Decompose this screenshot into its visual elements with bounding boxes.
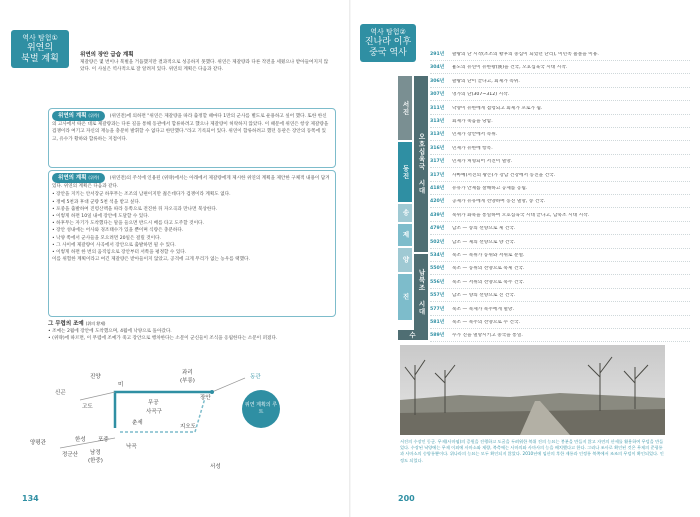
box1-body: 제갈량은 몇 번이나 북벌을 거듭했지만 결과적으로 성공하지 못했다. 위연은 제갈량과 다른 작전을 세웠으나 받아들여지지 않았다. 이 사실은 역사적으로 잘 알려져 있다. 위연의 계획은 다음과 같다.	[80, 60, 329, 73]
map-label-jeonggunsan: 정군산	[62, 452, 78, 458]
era-bar-yang: 양	[398, 248, 412, 272]
timeline-event: 회제가 죽음을 당함.	[452, 119, 493, 124]
era-bar-dongjin: 동진	[398, 142, 412, 202]
era-bar-song: 송	[398, 204, 412, 222]
map-label-pojung: 포중	[98, 437, 109, 443]
section-tag-line1: 역사 탐험②	[370, 28, 406, 36]
map-label-jiodo: 지오도	[180, 424, 196, 430]
timeline-year: 420년	[430, 199, 445, 205]
timeline-event: 흉노의 유연이 유한왕(漢)을 건국, 오호십육국 시대 시작.	[452, 65, 568, 71]
timeline-row	[430, 63, 690, 74]
map-label-seoseong: 서성	[210, 464, 221, 470]
map-label-mi: 미	[118, 382, 124, 388]
timeline-event: 민제가 유한에 항복.	[452, 145, 493, 151]
timeline-row	[430, 157, 690, 168]
box3-closing: 이를 위험한 계획이라고 여긴 제갈량은 받아들이지 않았고, 공격에 크게 무리가 없는 농우를 택했다.	[52, 257, 250, 263]
timeline-year: 557년	[430, 293, 445, 299]
timeline-year: 418년	[430, 186, 445, 191]
timeline-event: 북조 — 북위가 동위와 서위로 분열.	[452, 253, 525, 258]
timeline-row	[430, 305, 690, 316]
timeline-row	[430, 251, 690, 262]
bullet-item: • 포중을 출발하여 진령산맥을 따라 동쪽으로 전진한 뒤 자오곡과 만나면 북상한다.	[52, 206, 218, 212]
box3-pill-label: 위연의 계획	[58, 175, 87, 181]
map-routes	[20, 360, 330, 495]
timeline-year: 291년	[430, 52, 445, 57]
box-joye	[48, 320, 332, 343]
timeline-year: 317년	[430, 159, 445, 165]
section-tag-right	[360, 24, 416, 62]
timeline-year: 316년	[430, 145, 445, 151]
timeline-event: 팔왕의 난 시작(조조의 황후의 중심이 되었던 난리), 이민족 흉볼을 이용.	[452, 52, 599, 57]
timeline-row	[430, 291, 690, 302]
timeline-event: 민제가 장안에서 즉위.	[452, 132, 498, 138]
page-number-left: 134	[22, 494, 39, 503]
timeline-year: 313년	[430, 119, 445, 124]
timeline-row	[430, 318, 690, 329]
box4-title-text: 그 무렵의 조예	[48, 321, 84, 327]
timeline-year: 313년	[430, 132, 445, 138]
box4-title	[48, 320, 332, 328]
era-bar-je: 제	[398, 224, 412, 246]
map-label-donggwan: 동관	[250, 374, 261, 380]
box2-pill	[52, 111, 105, 121]
timeline-year: 556년	[430, 279, 445, 285]
era-bar-su: 수	[398, 330, 428, 340]
timeline-year: 311년	[430, 105, 445, 111]
timeline-row	[430, 238, 690, 249]
timeline-event: 북조 — 북주의 선양으로 수 건국.	[452, 320, 520, 325]
bullet-item: • 정예 5천과 후대 군량 5천 석을 받고 싶다.	[52, 199, 141, 205]
timeline-event: 공제가 유유에게 선양하여 동진 멸망, 송 건국.	[452, 199, 546, 205]
map-label-mugong: 무공	[148, 400, 159, 406]
bullet-item: • 하후무는 자기가 도착했다는 말을 들으면 반드시 배를 타고 도주할 것이다.	[52, 221, 204, 227]
map-label-hanseong: 한성	[75, 437, 86, 443]
timeline-year: 317년	[430, 172, 445, 178]
timeline-event: 남조 — 제의 선양으로 양 건국.	[452, 239, 516, 245]
timeline-event: 북조 — 동위의 선양으로 북제 건국.	[452, 266, 525, 272]
section-tag-line3: 북벌 계획	[21, 54, 59, 64]
box1-title: 위연의 장안 급습 계획	[80, 52, 134, 58]
section-tag-line1: 역사 탐험①	[22, 34, 58, 42]
box4-title-sub: (위의 황제)	[85, 321, 106, 326]
timeline-row	[430, 117, 690, 128]
timeline-row	[430, 144, 690, 155]
box3-intro: (위연전)의 주석에 인용된 (위략)에서는 아래에서 제갈량에게 제시한 위연의 계획을 제안한 구체적 내용이 담겨 있다. 위연의 계획은 다음과 같다.	[52, 176, 330, 190]
timeline-event: 북조 — 서위의 선양으로 북주 건국.	[452, 279, 525, 285]
section-tag-line2: 진나라 이후	[364, 37, 412, 47]
map-label-jangan: 장안	[200, 395, 211, 401]
map-label-namjeong: 남정	[90, 450, 101, 456]
timeline-row	[430, 77, 690, 88]
landscape-photo	[400, 345, 665, 435]
route-line-main	[115, 392, 212, 428]
box-wiyeon-plan-2	[52, 173, 330, 263]
section-tag-line2: 위연의	[26, 43, 54, 53]
timeline-event: 사마예(서진의 왕손)가 강남 건강에서 동진을 건국.	[452, 172, 556, 178]
timeline-event: 남조 — 양의 선양으로 진 건국.	[452, 293, 516, 299]
era-bar-ohoshipyukguk: 오호십육국 시대	[414, 76, 428, 252]
timeline-event: 영가의 난(307~312) 시작.	[452, 92, 510, 98]
bullet-item: • 장안 성내에는 어사와 경조태수가 있을 뿐이며 식량은 충분하다.	[52, 228, 184, 234]
timeline-row	[430, 184, 690, 195]
bullet-item: • 그 사이에 제갈량이 사곡에서 장안으로 출발하면 될 수 있다.	[52, 242, 176, 248]
timeline-row	[430, 211, 690, 222]
bullet-item: • 이렇게 하면 한 번의 움직임으로 장안부터 서쪽을 평정할 수 있다.	[52, 250, 187, 256]
map-label-singeon: 신곤	[55, 390, 66, 396]
timeline-event: 북위가 화북을 통일하여 오호십육국 시대 끝나고, 남북조 시대 시작.	[452, 212, 590, 218]
era-bar-nambukjo: 남북조 시대	[414, 254, 428, 330]
timeline-row	[430, 197, 690, 208]
timeline-year: 479년	[430, 226, 445, 232]
bullet-item: • 이렇게 하면 10일 내에 장안에 도달할 수 있다.	[52, 214, 150, 220]
photo-scene	[400, 345, 665, 435]
timeline-year: 304년	[430, 65, 445, 71]
timeline-event: 남조 — 송의 선양으로 제 건국.	[452, 226, 516, 232]
era-bar-seojin: 서진	[398, 76, 412, 140]
section-tag-line3: 중국 역사	[369, 48, 407, 58]
box3-pill	[52, 173, 105, 183]
timeline-year: 589년	[430, 333, 445, 339]
box3-pill-sub: (위략)	[88, 175, 100, 180]
timeline-event: 유유가 안제를 살해하고 공제를 옹립.	[452, 186, 528, 191]
photo-caption: 서진의 수장인 동군. 무제(사마염)의 증원을 진행하고 도굴을 두려워한 북위 진의 능묘는 봉분을 만들지 않고 자연의 산세를 활용하여 무덤을 만들었다. 수장된 낙양에는 무제 이외에 사마소와 제량, 북측에는 사마의와 사마사의 능을 배치했다고 한다. 그러나 조사로 확인된 것은 무제의 준평릉과 사마소의 숭양릉뿐이다. 위나라의 능묘는 모두 확인되지 않았다. 2010년에 임산의 후한 제릉과 인정릉 북쪽에서 조조의 무덤이 확인되었다. 인정도 되었다.	[400, 439, 664, 463]
timeline-row	[430, 331, 690, 342]
timeline-year: 550년	[430, 266, 445, 272]
era-bar-jin: 진	[398, 274, 412, 320]
timeline-year: 307년	[430, 92, 445, 98]
road-line	[212, 378, 245, 392]
road-line	[80, 392, 115, 400]
box2-pill-label: 위연의 계획	[58, 113, 87, 119]
map-label-gwari: 과리	[182, 370, 193, 376]
map-label-chunse: 춘세	[132, 420, 143, 426]
timeline-row	[430, 278, 690, 289]
timeline-year: 577년	[430, 306, 445, 312]
timeline-year: 581년	[430, 320, 445, 325]
timeline-row	[430, 104, 690, 115]
box2-pill-sub: (위략)	[88, 113, 100, 118]
timeline-event: 팔왕의 난이 끝나고, 회제가 즉위.	[452, 78, 520, 84]
timeline-event: 북조 — 북제가 북주에게 멸망.	[452, 306, 514, 312]
box4-item: • (위략)에 따르면, 이 무렵에 조예가 죽고 장안으로 행차한다는 소문이 군신들이 조식을 옹립한다는 소문이 퍼졌다.	[48, 336, 278, 342]
map-label-hanjung: (한중)	[88, 458, 103, 464]
box-jangan-plan	[80, 52, 332, 74]
map-label-godo: 고도	[82, 404, 93, 410]
map-label-jinyang: 진양	[90, 374, 101, 380]
map-label-sagokgu: 사곡구	[146, 409, 162, 415]
box4-item: • 조예는 2월에 장안에 도착했으며, 4월에 낙양으로 돌아갔다.	[48, 329, 172, 335]
timeline-row	[430, 90, 690, 101]
timeline-year: 306년	[430, 78, 445, 84]
map-label-yangpyeonggwan: 양평관	[30, 440, 46, 446]
page-number-right: 200	[398, 494, 415, 503]
box2-body: (위연전)에 의하면 "위연은 제갈량을 따라 출정할 때마다 1만의 군사를 별도로 운용하고 싶어 했다. 또한 한신의 고사에서 따온 대로 제갈량과는 다른 길을 통해 동관에서 합류하려고 했으나 제갈량이 허락하지 않았다. 이 때문에 위연은 항상 제갈량을 겁쟁이라 여기고 자신의 재능을 충분히 발휘할 수 없다고 한탄했다."라고 기록되어 있다. 위연이 합류하려고 했던 동관은 장안의 동쪽에 있고, 유수가 황하와 합류하는 지점이다.	[52, 114, 329, 142]
section-tag-left	[11, 30, 69, 68]
timeline-row	[430, 50, 690, 61]
timeline-row	[430, 130, 690, 141]
map-label-nakgok: 낙곡	[126, 444, 137, 450]
timeline-row	[430, 171, 690, 182]
route-map	[20, 360, 330, 495]
timeline-row	[430, 264, 690, 275]
map-label-buhu: (부릉)	[180, 378, 195, 384]
timeline-year: 502년	[430, 239, 445, 245]
timeline-event: 민제가 처형되어 서진이 멸망.	[452, 159, 513, 165]
bullet-item: • 낙양 쪽에서 군사들을 모으려면 20일은 걸릴 것이다.	[52, 235, 161, 241]
timeline-year: 439년	[430, 212, 445, 218]
box-wiyeon-plan-1	[52, 111, 330, 143]
timeline-row	[430, 224, 690, 235]
timeline-year: 534년	[430, 253, 445, 258]
route-badge: 위연 계획의 루트	[242, 390, 280, 428]
timeline-event: 수가 진을 멸망시키고 중국을 통일.	[452, 333, 523, 339]
bullet-item: • 장안을 지키는 안서장군 하후무는 조조의 남편이지만 젊은데다가 겁쟁이라 계획도 없다.	[52, 192, 231, 198]
timeline-event: 낙양이 유한에게 점령되고 회제가 포로가 됨.	[452, 105, 543, 111]
